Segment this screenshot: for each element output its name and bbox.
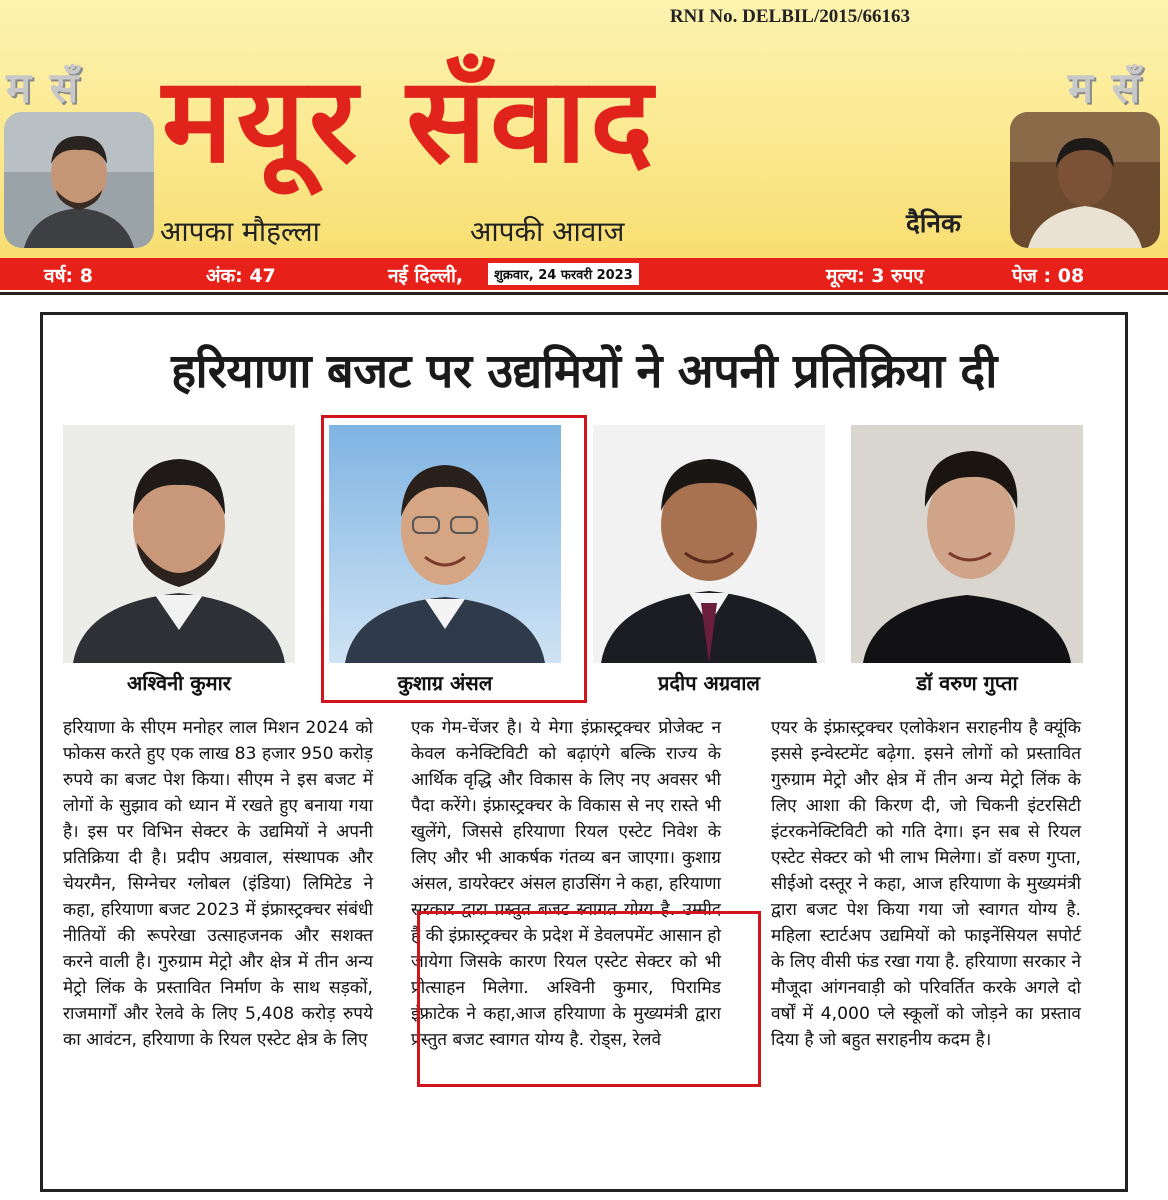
column-text: एक गेम-चेंजर है। ये मेगा इंफ्रास्ट्रक्चर प्रोजेक्ट न केवल कनेक्टिविटी को बढ़ाएंगे बल्कि राज्य के आर्थिक वृद्धि और विकास के लिए नए अवसर भी पैदा करेंगे। इंफ्रास्ट्रक्चर के विकास से नए रास्ते भी खुलेंगे, जिससे हरियाणा रियल एस्टेट निवेश के लिए और भी आकर्षक गंतव्य बन जाएगा। कुशाग्र अंसल, डायरेक्टर अंसल हाउसिंग ने कहा, हरियाणा सरकार द्वारा प्रस्तुत बजट स्वागत योग्य है. उम्मीद है की इंफ्रास्ट्रक्चर के प्रदेश में डेवलपमेंट आसान हो जायेगा जिसके कारण रियल एस्टेट सेक्टर को भी प्रोत्साहन मिलेगा. अश्विनी कुमार, पिरामिड इंफ्राटेक ने कहा,आज हरियाणा के मुख्यमंत्री द्वारा प्रस्तुत बजट स्वागत योग्य है. रोड्स, रेलवे bbox=[411, 718, 721, 1050]
portrait-caption: कुशाग्र अंसल bbox=[397, 671, 493, 695]
portrait-caption: डॉ वरुण गुप्ता bbox=[916, 671, 1018, 695]
column-text: एयर के इंफ्रास्ट्रक्चर एलोकेशन सराहनीय है क्यूंकि इससे इन्वेस्टमेंट बढ़ेगा. इसने लोगों को प्रस्तावित गुरुग्राम मेट्रो और क्षेत्र में तीन अन्य मेट्रो लिंक के लिए आशा की किरण दी, जो चिकनी इंटरसिटी इंटरकनेक्टिविटी को गति देगा। इन सब से रियल एस्टेट सेक्टर को भी लाभ मिलेगा। डॉ वरुण गुप्ता, सीईओ दस्तूर ने कहा, आज हरियाणा के मुख्यमंत्री द्वारा बजट पेश किया गया जो स्वागत योग्य है. महिला स्टार्टअप उद्यमियों को फाइनेंसियल सपोर्ट के लिए वीसी फंड रखा गया है. हरियाणा सरकार ने मौजूदा आंगनवाड़ी को परिवर्तित करके अगले दो वर्षों में 4,000 प्ले स्कूलों को जोड़ने का प्रस्ताव दिया है जो बहुत सराहनीय कदम है। bbox=[771, 718, 1081, 1050]
highlight-frame-portrait bbox=[321, 415, 587, 703]
article-column-3 bbox=[771, 715, 1081, 1053]
masthead bbox=[0, 0, 1168, 258]
article-column-1 bbox=[63, 715, 373, 1053]
tagline-left: आपका मौहल्ला bbox=[160, 215, 320, 248]
issue-info-bar bbox=[0, 258, 1168, 290]
page-label: पेज : 08 bbox=[1012, 265, 1085, 287]
daily-label: दैनिक bbox=[906, 209, 961, 239]
rni-number: RNI No. DELBIL/2015/66163 bbox=[669, 6, 910, 27]
portrait-varun-gupta bbox=[851, 425, 1083, 663]
masthead-photo-right bbox=[1010, 112, 1160, 248]
highlight-frame-quote bbox=[417, 911, 761, 1087]
header-rule bbox=[0, 292, 1168, 295]
tagline-right: आपकी आवाज bbox=[470, 215, 625, 248]
portrait-caption: प्रदीप अग्रवाल bbox=[658, 671, 760, 695]
portrait-ashwini-kumar bbox=[63, 425, 295, 663]
portrait-pradeep-aggarwal bbox=[593, 425, 825, 663]
price-label: मूल्य: 3 रुपए bbox=[826, 265, 924, 287]
newspaper-title: मयूर सँवाद bbox=[162, 51, 657, 189]
portrait-caption: अश्विनी कुमार bbox=[126, 671, 231, 695]
column-text: हरियाणा के सीएम मनोहर लाल मिशन 2024 को फोकस करते हुए एक लाख 83 हजार 950 करोड़ रुपये का बजट पेश किया। सीएम ने इस बजट में लोगों के सुझाव को ध्यान में रखते हुए बनाया गया है। इस पर विभिन सेक्टर के उद्यमियों ने अपनी प्रतिक्रिया दी है। प्रदीप अग्रवाल, संस्थापक और चेयरमैन, सिग्नेचर ग्लोबल (इंडिया) लिमिटेड ने कहा, हरियाणा बजट 2023 में इंफ्रास्ट्रक्चर संबंधी नीतियों की रूपरेखा उत्साहजनक और सशक्त करने वाली है। गुरुग्राम मेट्रो और क्षेत्र में तीन अन्य मेट्रो लिंक के प्रस्तावित निर्माण के साथ सड़कों, राजमार्गों और रेलवे के लिए 5,408 करोड़ रुपये का आवंटन, हरियाणा के रियल एस्टेट क्षेत्र के लिए bbox=[63, 718, 373, 1050]
year-label: वर्ष: 8 bbox=[44, 265, 93, 287]
issue-label: अंक: 47 bbox=[206, 265, 276, 287]
article-headline: हरियाणा बजट पर उद्यमियों ने अपनी प्रतिक्रिया दी bbox=[171, 344, 997, 399]
logo-mark-right: म सँ bbox=[1067, 63, 1142, 112]
date-label: शुक्रवार, 24 फरवरी 2023 bbox=[488, 263, 639, 285]
article-box bbox=[40, 312, 1128, 1192]
logo-mark-left: म सँ bbox=[6, 63, 81, 112]
city-label: नई दिल्ली, bbox=[388, 265, 464, 287]
masthead-photo-left bbox=[4, 112, 154, 248]
